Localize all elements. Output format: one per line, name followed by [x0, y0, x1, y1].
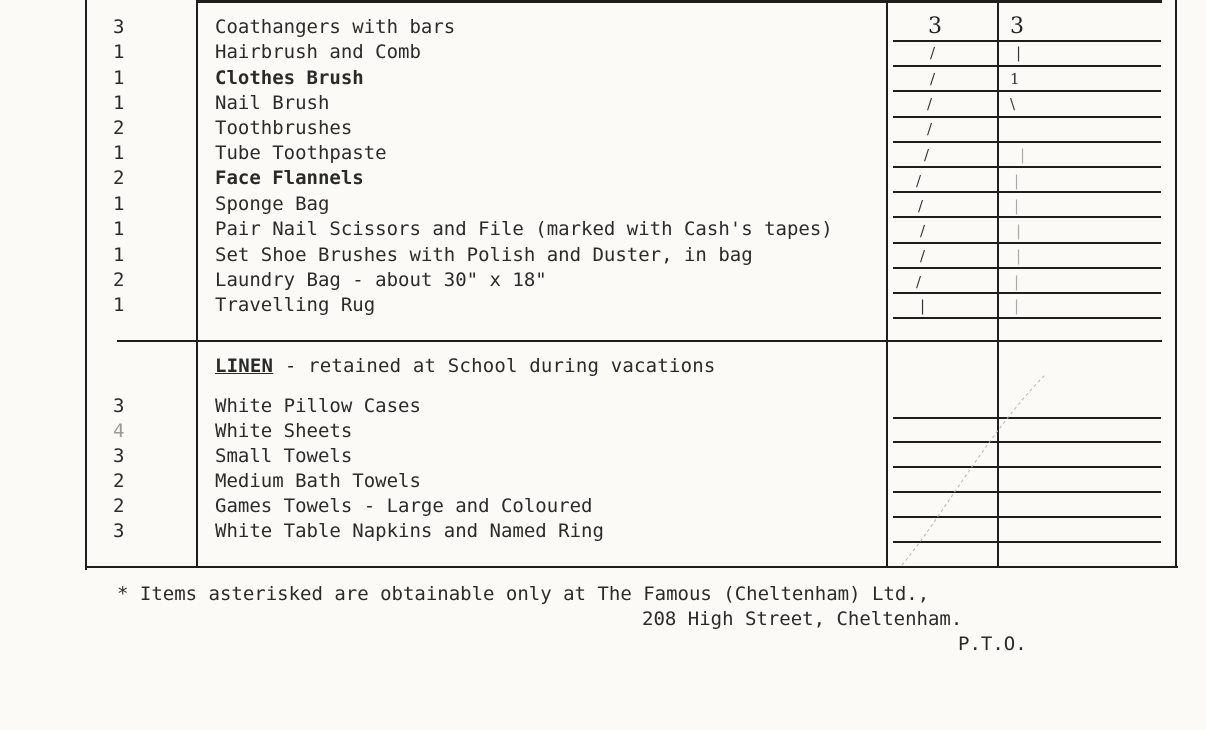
item-qty: 1 — [113, 244, 125, 266]
item-qty: 1 — [113, 67, 125, 89]
item-desc: Laundry Bag - about 30" x 18" — [215, 269, 547, 291]
item-qty: 1 — [113, 41, 125, 63]
check-mark-col2: | — [1016, 222, 1022, 240]
item-qty: 2 — [113, 167, 125, 189]
item-qty: 1 — [113, 193, 125, 215]
item-qty: 1 — [113, 218, 125, 240]
check-mark-col2: | — [1014, 197, 1020, 215]
check-mark-col1: | — [920, 297, 926, 315]
check-mark-col1: / — [927, 120, 933, 138]
check-mark-col2: | — [1014, 297, 1020, 315]
check-mark-col1: / — [916, 172, 922, 190]
item-desc: Small Towels — [215, 445, 353, 467]
item-qty: 1 — [113, 92, 125, 114]
item-desc: Nail Brush — [215, 92, 330, 114]
item-desc: Tube Toothpaste — [215, 142, 387, 164]
check-mark-col1: / — [924, 146, 930, 164]
item-desc: White Sheets — [215, 420, 353, 442]
item-desc: Medium Bath Towels — [215, 470, 421, 492]
check-mark-col2: | — [1016, 247, 1022, 265]
item-qty: 3 — [113, 395, 125, 417]
check-mark-col1: / — [920, 222, 926, 240]
linen-heading-note: - retained at School during vacations — [273, 355, 716, 377]
item-qty: 2 — [113, 269, 125, 291]
check-mark-col2: | — [1020, 146, 1026, 164]
item-qty: 1 — [113, 142, 125, 164]
item-desc: Travelling Rug — [215, 294, 376, 316]
item-qty: 3 — [113, 16, 125, 38]
check-mark-col2: | — [1014, 273, 1020, 291]
check-mark-col1: / — [930, 44, 936, 62]
check-mark-col1: 3 — [928, 14, 942, 39]
item-qty: 1 — [113, 294, 125, 316]
item-desc: Set Shoe Brushes with Polish and Duster, in bag — [215, 244, 753, 266]
item-desc: Sponge Bag — [215, 193, 330, 215]
item-desc: White Table Napkins and Named Ring — [215, 520, 604, 542]
check-mark-col2: \ — [1010, 95, 1016, 113]
item-desc: Face Flannels — [215, 167, 364, 189]
linen-heading-label: LINEN — [215, 355, 274, 377]
item-desc: Clothes Brush — [215, 67, 364, 89]
item-qty: 2 — [113, 470, 125, 492]
item-desc: Pair Nail Scissors and File (marked with Cash's tapes) — [215, 218, 833, 240]
footer-note: * Items asterisked are obtainable only at The Famous (Cheltenham) Ltd., — [117, 583, 930, 605]
item-desc: Coathangers with bars — [215, 16, 456, 38]
check-mark-col1: / — [916, 273, 922, 291]
footer-address: 208 High Street, Cheltenham. — [642, 608, 963, 630]
item-qty: 2 — [113, 117, 125, 139]
check-mark-col2: 3 — [1010, 14, 1024, 39]
check-mark-col2: | — [1014, 172, 1020, 190]
check-mark-col2: 1 — [1010, 70, 1020, 88]
check-mark-col2: | — [1016, 44, 1022, 62]
check-mark-col1: / — [927, 95, 933, 113]
check-mark-col1: / — [920, 247, 926, 265]
item-qty: 4 — [113, 420, 125, 442]
item-desc: White Pillow Cases — [215, 395, 421, 417]
footer-pto: P.T.O. — [958, 633, 1027, 655]
check-mark-col1: / — [930, 70, 936, 88]
item-qty: 2 — [113, 495, 125, 517]
item-desc: Games Towels - Large and Coloured — [215, 495, 593, 517]
check-mark-col1: / — [918, 197, 924, 215]
item-qty: 3 — [113, 445, 125, 467]
item-qty: 3 — [113, 520, 125, 542]
item-desc: Toothbrushes — [215, 117, 353, 139]
item-desc: Hairbrush and Comb — [215, 41, 421, 63]
